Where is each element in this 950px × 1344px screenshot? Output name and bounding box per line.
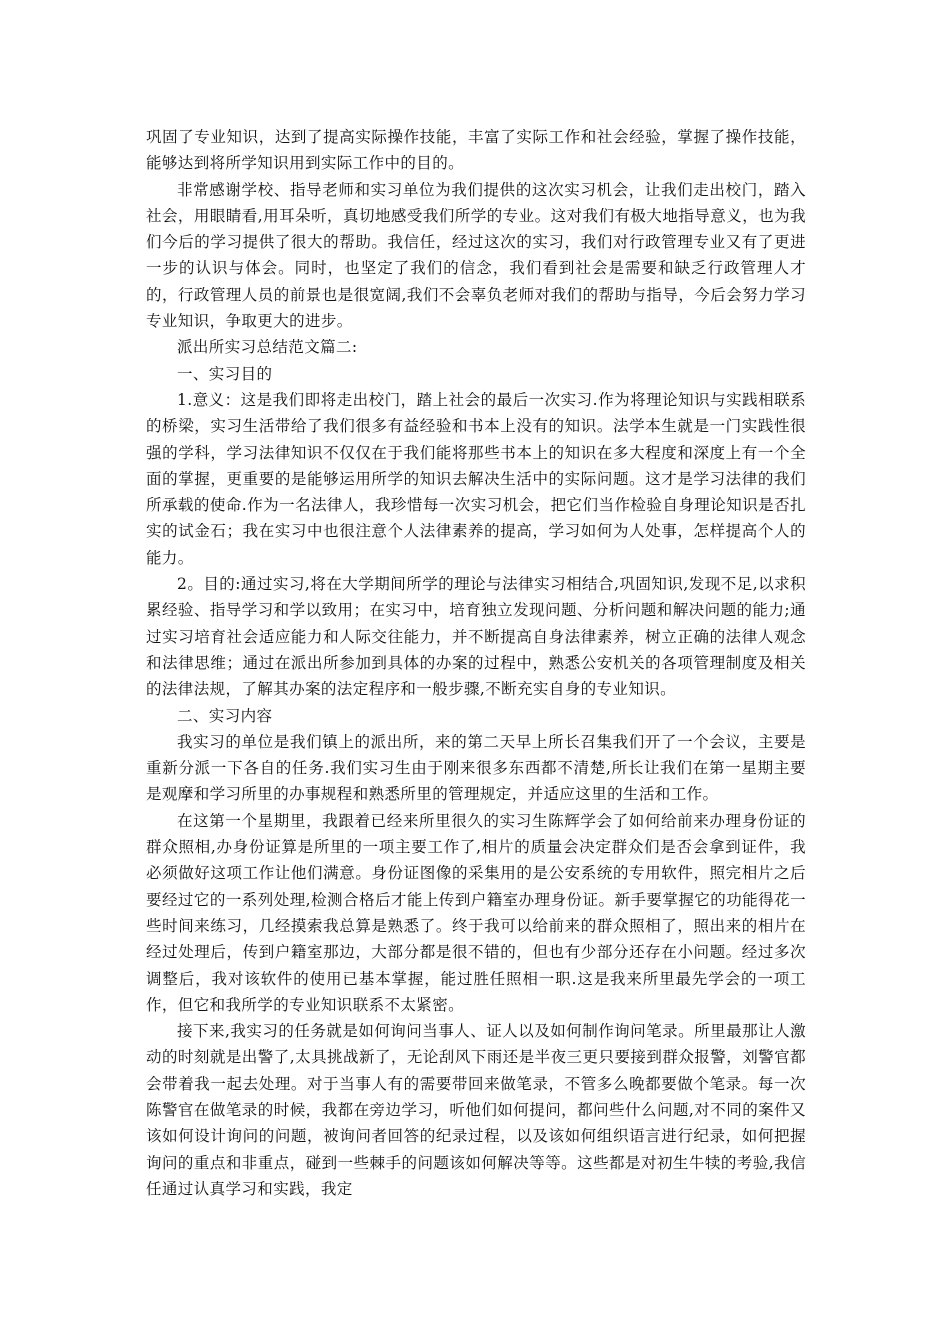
document-body bbox=[146, 124, 806, 1202]
heading-internship-content: 二、实习内容 bbox=[177, 706, 273, 725]
section-title-article-two: 派出所实习总结范文篇二: bbox=[177, 338, 358, 357]
paragraph-significance: 1.意义：这是我们即将走出校门，踏上社会的最后一次实习.作为将理论知识与实践相联系的桥梁，实习生活带给了我们很多有益经验和书本上没有的知识。法学本生就是一门实践性很强的学科，学习法律知识不仅仅在于我们能将那些书本上的知识在多大程度和深度上有一个全面的掌握，更重要的是能够运用所学的知识去解决生活中的实际问题。这才是学习法律的我们所承载的使命.作为一名法律人，我珍惜每一次实习机会，把它们当作检验自身理论知识是否扎实的试金石；我在实习中也很注意个人法律素养的提高，学习如何为人处事，怎样提高个人的能力。 bbox=[146, 390, 806, 567]
paragraph-intro-continuation: 巩固了专业知识，达到了提高实际操作技能，丰富了实际工作和社会经验，掌握了操作技能，能够达到将所学知识用到实际工作中的目的。 bbox=[146, 128, 806, 173]
paragraph-interrogation: 接下来,我实习的任务就是如何询问当事人、证人以及如何制作询问笔录。所里最那让人激动的时刻就是出警了,太具挑战新了，无论刮风下雨还是半夜三更只要接到群众报警，刘警官都会带着我一起去处理。对于当事人有的需要带回来做笔录，不管多么晚都要做个笔录。每一次陈警官在做笔录的时候，我都在旁边学习，听他们如何提问，都问些什么问题,对不同的案件又该如何设计询问的问题，被询问者回答的纪录过程，以及该如何组织语言进行纪录，如何把握询问的重点和非重点，碰到一些棘手的问题该如何解决等等。这些都是对初生牛犊的考验,我信任通过认真学习和实践，我定 bbox=[146, 1022, 806, 1198]
heading-internship-purpose: 一、实习目的 bbox=[177, 364, 273, 383]
paragraph-first-week: 在这第一个星期里，我跟着已经来所里很久的实习生陈辉学会了如何给前来办理身份证的群众照相,办身份证算是所里的一项主要工作了,相片的质量会决定群众们是否会拿到证件，我必须做好这项工作让他们满意。身份证图像的采集用的是公安系统的专用软件，照完相片之后要经过它的一系列处理,检测合格后才能上传到户籍室办理身份证。新手要掌握它的功能得花一些时间来练习，几经摸索我总算是熟悉了。终于我可以给前来的群众照相了，照出来的相片在经过处理后，传到户籍室那边，大部分都是很不错的，但也有少部分还存在小问题。经过多次调整后，我对该软件的使用已基本掌握，能过胜任照相一职.这是我来所里最先学会的一项工作，但它和我所学的专业知识联系不太紧密。 bbox=[146, 811, 806, 1014]
paragraph-internship-unit: 我实习的单位是我们镇上的派出所，来的第二天早上所长召集我们开了一个会议，主要是重新分派一下各自的任务.我们实习生由于刚来很多东西都不清楚,所长让我们在第一星期主要是观摩和学习所里的办事规程和熟悉所里的管理规定，并适应这里的生活和工作。 bbox=[146, 732, 806, 804]
paragraph-thanks: 非常感谢学校、指导老师和实习单位为我们提供的这次实习机会，让我们走出校门，踏入社会，用眼睛看,用耳朵听，真切地感受我们所学的专业。这对我们有极大地指导意义，也为我们今后的学习提供了很大的帮助。我信任，经过这次的实习，我们对行政管理专业又有了更进一步的认识与体会。同时，也坚定了我们的信念，我们看到社会是需要和缺乏行政管理人才的，行政管理人员的前景也是很宽阔,我们不会辜负老师对我们的帮助与指导，今后会努力学习专业知识，争取更大的进步。 bbox=[146, 180, 806, 331]
paragraph-purpose: 2。目的:通过实习,将在大学期间所学的理论与法律实习相结合,巩固知识,发现不足,以求积累经验、指导学习和学以致用；在实习中，培育独立发现问题、分析问题和解决问题的能力;通过实习培育社会适应能力和人际交往能力，并不断提高自身法律素养，树立正确的法律人观念和法律思维；通过在派出所参加到具体的办案的过程中，熟悉公安机关的各项管理制度及相关的法律法规，了解其办案的法定程序和一般步骤,不断充实自身的专业知识。 bbox=[146, 575, 806, 699]
